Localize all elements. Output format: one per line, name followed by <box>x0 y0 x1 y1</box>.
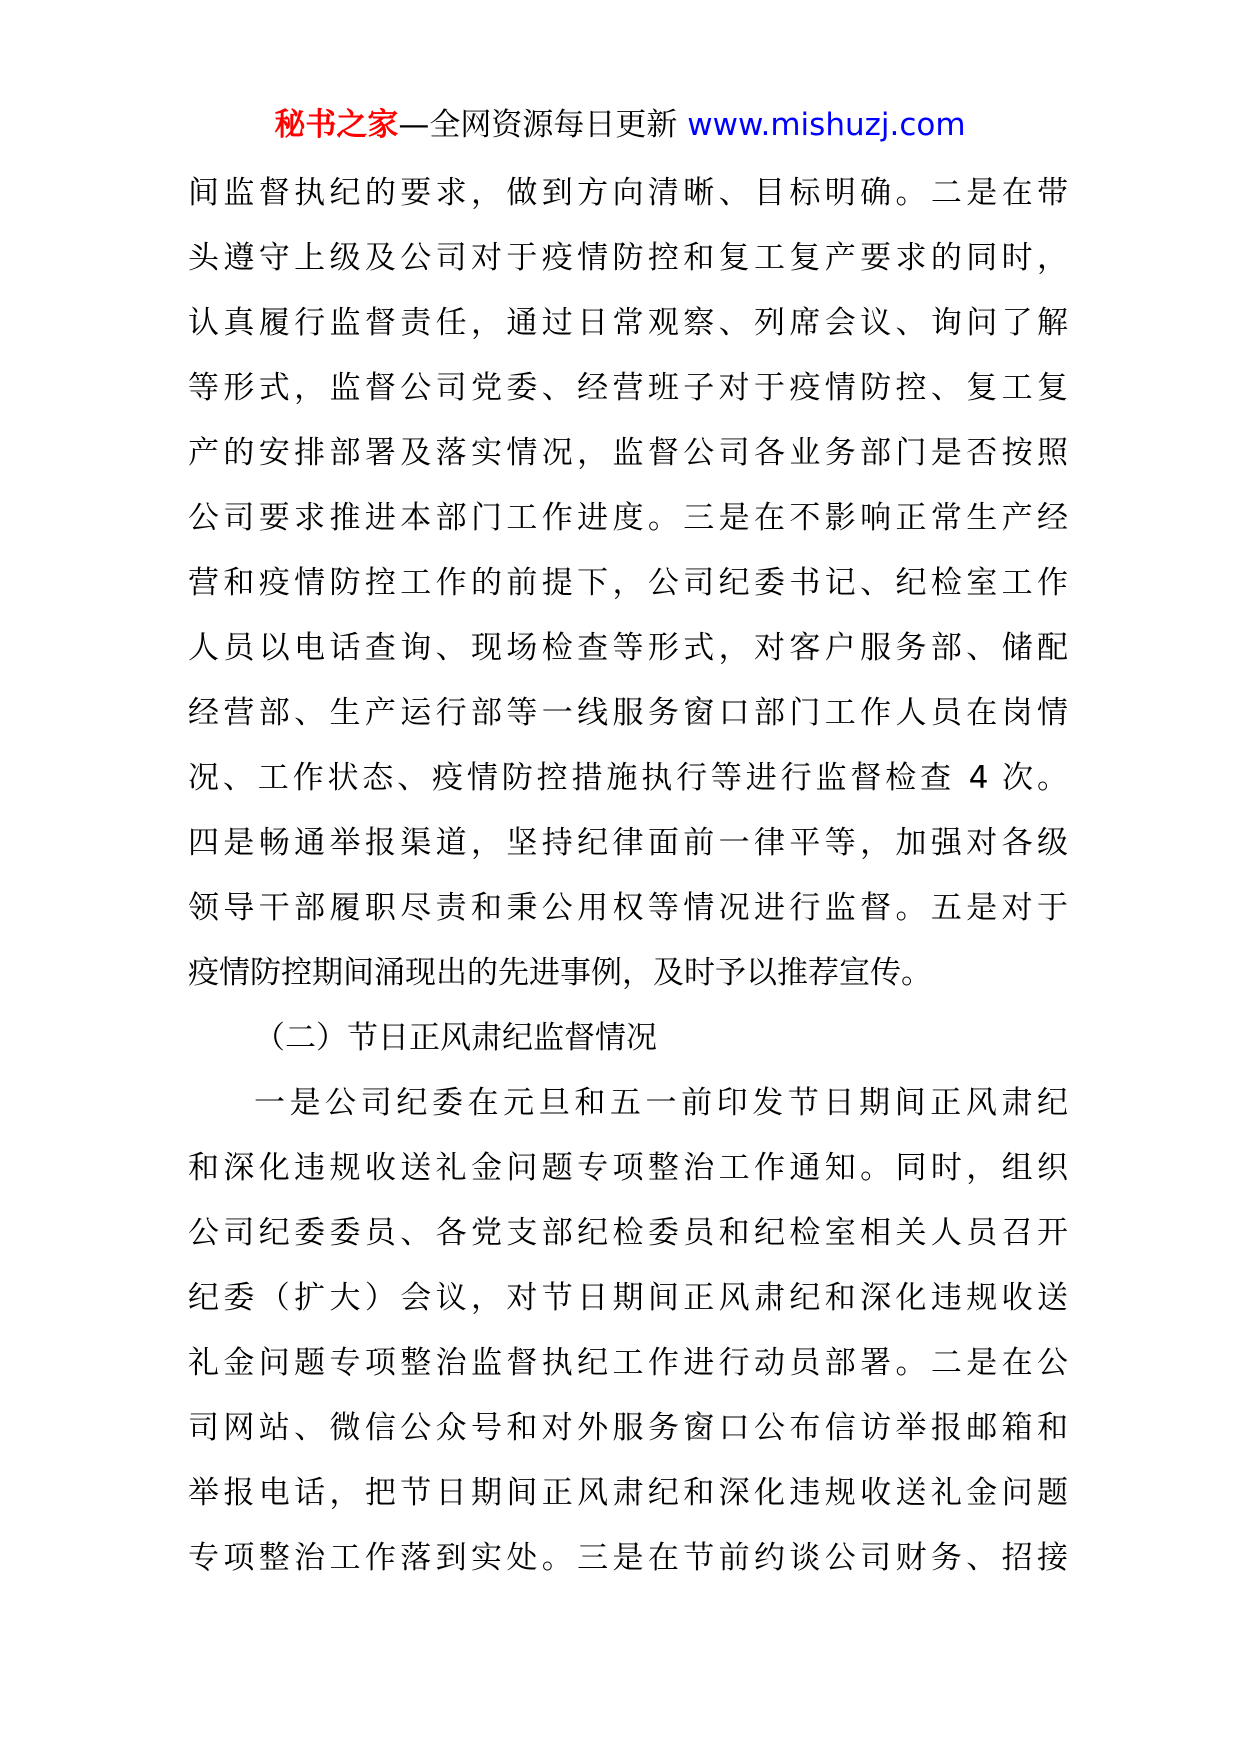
text-line: 礼金问题专项整治监督执纪工作进行动员部署。二是在公 <box>188 1345 1068 1381</box>
text-line: 一是公司纪委在元旦和五一前印发节日期间正风肃纪 <box>254 1085 1068 1121</box>
text-line: 疫情防控期间涌现出的先进事例，及时予以推荐宣传。 <box>188 955 932 991</box>
text-line: 认真履行监督责任，通过日常观察、列席会议、询问了解 <box>188 305 1068 341</box>
header-tagline: 全网资源每日更新 <box>429 107 688 143</box>
document-body <box>188 161 1068 1591</box>
text-line: 举报电话，把节日期间正风肃纪和深化违规收送礼金问题 <box>188 1475 1068 1511</box>
text-line: 专项整治工作落到实处。三是在节前约谈公司财务、招接 <box>188 1540 1068 1576</box>
text-line: 司网站、微信公众号和对外服务窗口公布信访举报邮箱和 <box>188 1410 1068 1446</box>
section-heading: （二）节日正风肃纪监督情况 <box>254 1020 657 1056</box>
text-line: 领导干部履职尽责和秉公用权等情况进行监督。五是对于 <box>188 890 1068 926</box>
text-line: 纪委（扩大）会议，对节日期间正风肃纪和深化违规收送 <box>188 1280 1068 1316</box>
site-url: www.mishuzj.com <box>687 107 966 143</box>
text-line: 公司纪委委员、各党支部纪检委员和纪检室相关人员召开 <box>188 1215 1068 1251</box>
text-line: 公司要求推进本部门工作进度。三是在不影响正常生产经 <box>188 500 1068 536</box>
text-line: 四是畅通举报渠道，坚持纪律面前一律平等，加强对各级 <box>188 825 1068 861</box>
text-line: 经营部、生产运行部等一线服务窗口部门工作人员在岗情 <box>188 695 1068 731</box>
brand-name: 秘书之家 <box>274 107 399 143</box>
text-line: 产的安排部署及落实情况，监督公司各业务部门是否按照 <box>188 435 1068 471</box>
watermark-header <box>0 100 1240 150</box>
text-line: 间监督执纪的要求，做到方向清晰、目标明确。二是在带 <box>188 175 1068 211</box>
header-dash: — <box>398 107 430 143</box>
text-line: 头遵守上级及公司对于疫情防控和复工复产要求的同时， <box>188 240 1068 276</box>
text-line: 人员以电话查询、现场检查等形式，对客户服务部、储配 <box>188 630 1068 666</box>
text-line: 营和疫情防控工作的前提下，公司纪委书记、纪检室工作 <box>188 565 1068 601</box>
text-line: 和深化违规收送礼金问题专项整治工作通知。同时，组织 <box>188 1150 1068 1186</box>
text-line: 等形式，监督公司党委、经营班子对于疫情防控、复工复 <box>188 370 1068 406</box>
text-line: 况、工作状态、疫情防控措施执行等进行监督检查 4 次。 <box>188 760 1068 796</box>
